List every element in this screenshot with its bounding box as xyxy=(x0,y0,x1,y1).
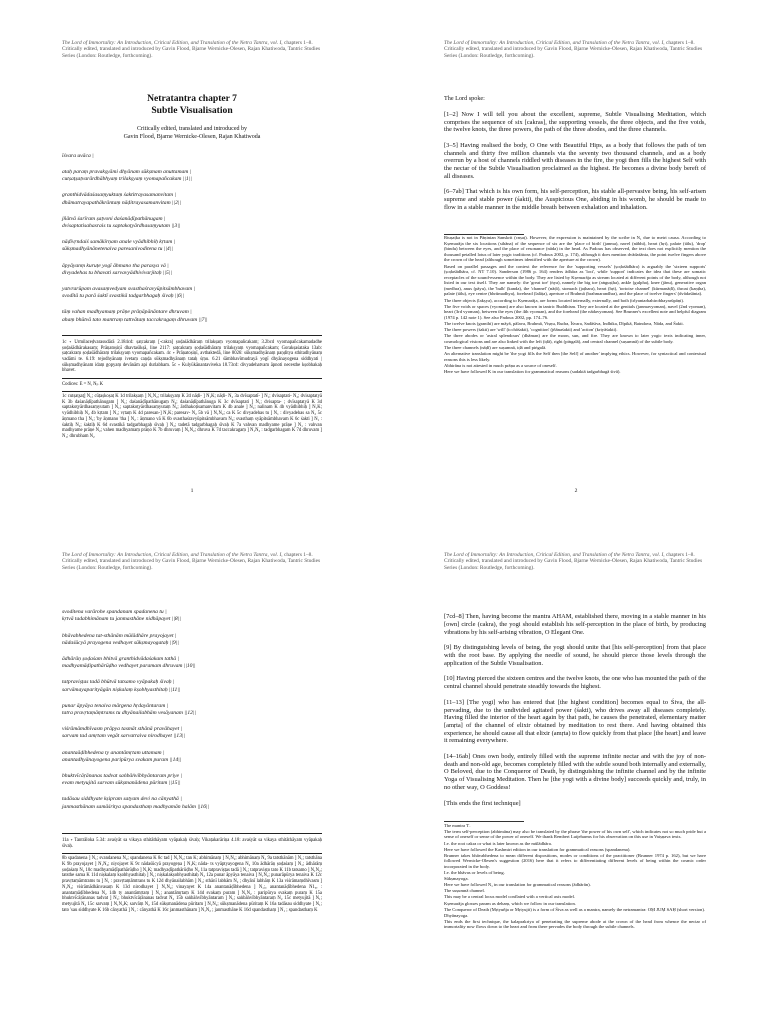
footnote: I.e. the bhāvas or levels of being. xyxy=(444,870,505,876)
header-details: chapters 1–8. Critically edited, translated and introduced by Gavin Flood, Bjarne Wernicke-Olesen, Rajan Khatiwoda, Tantric Studies Series (London: Routledge, forthcoming). xyxy=(444,40,703,59)
translation-paragraph: [6–7ab] That which is his own form, his self-perception, his stable all-pervasive being, his self-arisen supreme and stable power (śakti), the Auspicious One, abiding in his womb, he should be made to flow in a stable manner in the middle breath between exhalation and inhalation. xyxy=(444,188,706,211)
verse: īśvara uvāca | xyxy=(62,152,94,159)
apparatus-rule xyxy=(62,391,322,392)
testimonia-apparatus: 11a ∘ Tantrāloka 5.34: avaśyāt sa vikaya sthitāthāyam vyāpakaḥ śivaḥ; Vikaṭakarāriṇa 4.18: avaśyāt sa vikaya sthitāthāyam vyāpakaḥ śivaḥ. xyxy=(62,837,322,849)
page-2 xyxy=(384,0,768,512)
footnote: An alternative translation might be 'the yogi fills the Self then [the Self] of another' implying ethics. However, for syntactical and contextual reasons this is less likely. xyxy=(444,350,706,362)
header-details: chapters 1–8. Critically edited, translated and introduced by Gavin Flood, Bjarne Wernicke-Olesen, Rajan Khatiwoda, Tantric Studies Series (London: Routledge, forthcoming). xyxy=(62,40,321,59)
footnote: The term self-perception (abhimāna) may also be translated by the phrase 'the power of his own self', which indicates not so much pride but a sense of oneself or sense of the power of oneself. We thank Rembert Lutjeharms for his observation on this use in Vaiṣṇava texts. xyxy=(444,828,706,840)
translation-paragraph: [1–2] Now I will tell you about the excellent, supreme, Subtle Visualising Meditation, which comprises the sequence of six [cakras], the supporting vessels, the three objects, and the five voids, the twelve knots, the three powers, the path of the three abodes, and the three channels. xyxy=(444,110,706,134)
footnote: Based on parallel passages and the context the reference for the 'supporting vessels' (ṣoḍaśādhāra) is arguably the 'sixteen supports' (ṣoḍaśādhāra, cf. NT 7.10). Sanderson (1986 p. 164) renders ādhāra as 'loci', while 'support' indicates the idea that these are somatic receptacles of the sound-essence within the body. They are listed by Kṣemarāja as stream located at different points of the body, although not listed in our text itself. They are namely: the 'great toe' (ṅya), namely the big toe (aṅguṣṭha), ankle (gulpha), knee (jānu), generative organ (medhra), anus (pāyu), the 'bulb' (kanda), the 'channel' (nāḍi), stomach (jaṭhara), heart (hṛt), 'tortoise channel' (kūrmanāḍī), throat (kaṇṭha), palate (tālu), eye centre (bhrūmadhya), forehead (lalāṭa), aperture of Brahmā (brahmarandhra), and the place of twelve fingers' (dvādaśānta). xyxy=(444,263,706,297)
credits-line-2: Gavin Flood, Bjarne Wernicke-Olesen, Rajan Khatiwoda xyxy=(123,133,261,140)
footnotes xyxy=(444,235,706,374)
footnote: The three objects (lakṣya), according to Kṣemarāja, are forms located internally, externally, and both (trlyantarbahirobhayarūpāṇi). xyxy=(444,297,685,303)
testimonia-apparatus: 1c ∘ Urmilaceḍvarasudārā 2.184cd: ṣaṭcakraṃ [-cakra] ṣoḍaśādhāraṃ trilakṣaṃ vyomapañcakam; 3.2bcd vyomapañcakamadadhe ṣoḍaśādhārakasaṃ; Prāṇatoṣiṇī dhavtaśikṣā, line 2117: ṣaṭcakraṃ ṣoḍaśādhāraṃ trilakṣyaṃ vyomapañcakam; Gorakṣaśataka 13ab: ṣaṭcakraṃ ṣoḍaśādhāraṃ trilakṣyaṃ vyomapañcakam. 4c ∘ Prāṇatoṣiṇī, avtbaktedā, line 8026: sūkṣmadhyānaṃ paṇḍitya sthitadhyānaṃ vadāmi te. 6.19: tejodhyānaṃ ivetaṃ caṇḍa sūkṣmadhyānaṃ tataḥ śṛṇu. 6.21 śāmbhavīmudrayā yogī dhyānayogena siddhyati | sūkṣmadhyānam idaṃ gopyaṃ devānām api durlabham. 5c ∘ Kulyūkānantaviveka 18.73cd: divyadehatvam āpnoti necesthe kṣobhakaḥ bhavet. xyxy=(62,339,322,374)
footnote: The three channels (nāḍī) are suṣumnā, iḍā and piṅgalā. xyxy=(444,344,547,350)
header-citation: The Lord of Immortality: An Introduction, Critical Edition, and Translation of the Netra Tantra, vol. I, xyxy=(62,40,283,46)
header-citation: The Lord of Immortality: An Introduction, Critical Edition, and Translation of the Netra Tantra, vol. I, xyxy=(62,552,283,558)
apparatus-rule xyxy=(62,378,322,379)
footnote: This may be a central locus model conflated with a vertical axis model. xyxy=(444,894,576,900)
translation-paragraph: [This ends the first technique] xyxy=(444,799,521,807)
verse: nāḍīvṛndaiś samākīrṇam anale vyādhibhiḥ kṛtam | sūkṣmadhyānānetenaiva paresanivoditena tu ||4|| xyxy=(62,239,176,253)
footnote: This ends the first technique, the kalaprakriya of penetrating the supreme abode at the crown of the head from whence the nectar of immortality now flows down to the heart and from there pervades the body through the subtle channels. xyxy=(444,918,706,930)
credits xyxy=(62,126,322,141)
chapter-title-line: Netratantra chapter 7 xyxy=(147,93,237,105)
verse: punar āpyāya tenaiva mārgena hṛdayāntaram | tatra pravṛtaṃāṃtrams tu dhyānailabhām vesāyanam ||12|| xyxy=(62,702,197,717)
verse: tāṃ vahan madhyamaṃ prāṇe prāṇāpānāntare dhruvam | ahaṃ bhūtvā tato mantraṃ tattvātaṃ taccakragaṃ dhruvam ||7|| xyxy=(62,309,208,323)
codices-line: Codices: E = N, Nₚ K xyxy=(62,382,103,388)
footnote: The three abodes or 'astral splendours' (dhāman) are the moon, sun, and fire. They are known to later yogic texts indicating inner, cosmological visions and are also linked with the left (iḍā), right (piṅgalā), and central channel (suṣumnā) of the subtle body. xyxy=(444,333,706,344)
footnote: The twelve knots (granthi) are māyā, pālava, Brahmā, Viṣṇu, Rudra, Īśvara, Sadāśiva, Indhika, Dīpikā, Baindava, Nāda, and Śakti. xyxy=(444,320,684,326)
page-number: 2 xyxy=(574,488,578,494)
apparatus-rule xyxy=(62,833,322,834)
page-3 xyxy=(0,512,384,1024)
header-details: chapters 1–8. Critically edited, translated and introduced by Gavin Flood, Bjarne Wernicke-Olesen, Rajan Khatiwoda, Tantric Studies Series (London: Routledge, forthcoming). xyxy=(444,552,703,571)
footnote: Kṣemarāja glosses param as dehaṃ, which we follow in our translation. xyxy=(444,900,576,906)
speaker-line: The Lord spoke: xyxy=(444,95,485,103)
footnote: The Conqueror of Death (Mṛtyuñja or Mṛtyujit) is a form of Śiva as well as a mantra, namely the netramantra: OṂ JUṂ SAḤ (short version). xyxy=(444,906,706,912)
verse: granthidvādaśasaṃyuktaṃ śaktitrayasamanvitam | dhāmatrayapathākrāntaṃ nāḍitrayasamanvitam ||2|| xyxy=(62,192,181,206)
page-1 xyxy=(0,0,384,512)
chapter-subtitle: Subtle Visualisation xyxy=(151,104,233,116)
variants-apparatus: 1c cutṣaṭṣaṭ] N₁; cūṭaṣkoṣaṭ K 1d trilakṣaṃ ] N₁N₂; trilakṣyaṃ K 2d nāḍi- ] N₁K; nāḍi- N₂ 3a dvīsaptatī- ] N₁; dvisaptati- N₂; dvisaptatyā K 3b daśanāḍīpathānugam ] N₁; daśanāḍīpathānugaṃ N₂; daśanāḍīpathānuga K 3c dvīsaptati ] N₁; dvisapta- ; dvīsaptatyā K 3d saptakoṭyārdhasaṃyutam ] N₁; saptakoṭyārdhasaṃyutaṃ N₂; ārdhakoṭisamanvitam K 4b anale ] N₁; nalinam K 4b vyādhibhiḥ ] N₁K; vyādhibhiḥ N₂ 4b kṛtam ] N₁; vṛtaṃ K 4d paresan-] N₁K; paresav- N₂ 5b vā ] N₁N₂; ca K 5c divyadehas tu ] N₁ : divyadehas sa N₂ 5c āṇmano tha ] N₁; 'by āṇmano 'tha ] N₂ : āṇmano vā K 6b svasthaśravyūpitsāmbhavam N₂; svasthaṃ syāpitsāmbhavam K 6c śakti ] N₁ : śaktiḥ N₂; śaktiḥ K 6d svastikā tadgarbhagaḥ śivaḥ ] N₂; tadetā tadgarbhagaḥ śivaḥ K 7a vahvan madhyame prāṇe ] N₁ : vahvan madhyame prāṇe N₂; vahen madhyamaṃ prāṇo K 7b dhruvaṃ ] N₁N₂; dhruva K 7d taccakragaṃ ] N₁N₂ : tadgarbhagam K 7d dhruvam ] N₁; dhrubham N₂ xyxy=(62,393,322,439)
verse: āpyāyanṃ kuruṭe yogī āhmano tha parasya vā | divyadehas tu bhavati sarvavyādhivivarjitaḥ ||5|| xyxy=(62,262,172,276)
verse: ādhārāṇ ṣoḍaśam bhitvā granthidvādaśakam tathā | madhyamāḍipathārūḍho vedhayet paramam dhruvam ||10|| xyxy=(62,656,196,670)
translation-paragraph: [9] By distinguishing levels of being, the yogi should unite that [his self-perception] from that place with the root base. By applying the needle of sound, he should pierce those levels through the application of the Subtle Visualisation. xyxy=(444,644,706,667)
page-4 xyxy=(384,512,768,1024)
verse: bhāvabhedena tat-sthānām mūlādhāre prayojayet | nādaśūcyā prayogena vedhayet sūkṣmayogataḥ ||9|| xyxy=(62,632,179,646)
translation-paragraph: [10] Having pierced the sixteen centres and the twelve knots, the one who has mounted the path of the central channel should penetrate steadily towards the highest. xyxy=(444,675,706,691)
verse: tatpraviṣṭas tadā bhūtvā tatsamo vyāpakaḥ śivaḥ | sarvāmayaparityāgān niṣkalaṃ kṣobhyasthitaḥ ||11|| xyxy=(62,679,181,693)
footnote: Brunner takes bhāvabhedena to mean different dispositions, modes or conditions of the practitioner (Brunner 1974 p. 162), but we have followed Wernicke-Olesen's suggestion (2016) here that it refers to differentiating different levels of being within the cosmic order incorporated in the body. xyxy=(444,852,706,869)
verse: svoditena varārohe spandanam spadanena tu | kṛtvā tadabhimānam tu janmasthāne nidhāpayet ||8|| xyxy=(62,609,181,623)
footnote: Abhirāna is not attested in much prāṇa as a source of oneself. xyxy=(444,362,557,368)
chapter-title xyxy=(62,93,322,116)
translation-paragraph: [11–13] [The yogi] who has entered that [the highest condition] becomes equal to Śiva, the all-pervading, due to the undivided agitated power (śakti), who drives away all diseases completely. Having filled the interior of the heart again by that path, he causes the penetrated, elementary matter [amṛta] of the channel of elixir obtained by meditation to rest there. And having obtained this experience, he should cause all that elixir (amṛta) to flow quickly from that place [the heart] and leave it remaining everywhere. xyxy=(444,698,706,745)
running-header xyxy=(444,40,706,59)
header-citation: The Lord of Immortality: An Introduction, Critical Edition, and Translation of the Netra Tantra, vol. I, xyxy=(444,40,665,46)
footnote: Dhyānayoga. xyxy=(444,912,469,918)
apparatus-rule xyxy=(62,335,322,336)
footnote: The mantra 'I'. xyxy=(444,822,471,828)
sanskrit-verses xyxy=(62,609,322,811)
verse: viśrāmāmdhīvasm prāpya tasmāt sthānā pravāhayet | sarvam tad amṛtam vegāt sarvatraiva nirodhayet ||13|| xyxy=(62,726,186,740)
footnote: Here we have followed K in our translation for grammatical reasons (sadaktā tadgarbhagā śivā). xyxy=(444,368,621,374)
footnotes xyxy=(444,823,706,930)
translation-paragraph: [3–5] Having realised the body, O One with Beautiful Hips, as a body that follows the path of ten channels and thirty five million channels via the seventy two thousand channels, and as a body overrun by a host of channels riddled with diseases in the fire, the yogi then fills the highest Self with the nectar of the Subtle Visualisation proclaimed as the highest. He becomes a divine body bereft of all diseases. xyxy=(444,141,706,180)
verse: ataḥ paraṃ pravakṣyāmi dhyānam sūkṣmam anuttamam | cutṣaṭṣaṭvarārdhābhyaṃ trilakṣyaṃ vyomapañcakam ||1|| xyxy=(62,169,192,183)
header-details: chapters 1–8. Critically edited, translated and introduced by Gavin Flood, Bjarne Wernicke-Olesen, Rajan Khatiwoda, Tantric Studies Series (London: Routledge, forthcoming). xyxy=(62,552,321,571)
credits-line-1: Critically edited, translated and introduced by xyxy=(137,126,247,133)
translation-paragraph: [7cd–8] Then, having become the mantra AHAM, established there, moving in a stable manner in his [own] circle (cakra), the yogi should establish his self-perception in the place of birth, by producing vibrations by his self-arising vibration, O Elegant One. xyxy=(444,613,706,636)
sanskrit-verses xyxy=(62,153,322,324)
footnote: Here we have followed N₁ in our translation for grammatical reasons (ādhārān). xyxy=(444,882,591,888)
footnote: Rtuṣaṭka is not in Pāṇinian Sanskrit (cnṣaṭ). However, the expression is maintained by the scribe in N₁ due to metri causa. According to Kṣemarāja the six locations (sthāna) of the sequence of six are the 'place of birth' (janma), navel (nābhi), heart (hṛt), palate (tālu), 'drop' (bindu) between the eyes, and the place of resonance (nāda) in the head. As Padoux has observed, the text does not explicitly mention the thousand petalled lotus of later yogic traditions (cf. Padoux 2002, p. 174), although it does mention dvādaśānta, the point twelve fingers above the crown of the head (although sometimes identified with the aperture at the crown). xyxy=(444,235,706,263)
verse: bhuktvīcāṛānanas tadvat saṅbāṅvībhyāntaram priye | evam metyujitā sarvam sūkṣmanādena pūritam ||15|| xyxy=(62,773,182,787)
page-number: 1 xyxy=(190,488,194,494)
verse: jñātvā śarīram ṣaṭvoni daśanāḍīpathānugam | dvisaptatisahasrais tu saptakoṭyārdhasaṃyutam ||3|| xyxy=(62,215,181,230)
apparatus-rule xyxy=(62,853,322,854)
footnote: Here we have followed the Kashmiri edition in our translation for grammatical reasons (spandanena). xyxy=(444,846,631,852)
footnote: I.e. the root cakra or what is later known as the mūlādhāra. xyxy=(444,840,552,846)
running-header xyxy=(62,552,322,571)
running-header xyxy=(444,552,706,571)
verse: yatvrarūpam avasaṃvedyam svasthaśravyūpitsāmbhavam | svodītā tu parā śaktī svastikā tadgarbhagaḥ śivaḥ ||6|| xyxy=(62,286,196,300)
footnote: The suṣumnā channel. xyxy=(444,888,485,894)
running-header xyxy=(62,40,322,59)
translation-paragraph: [14–16ab] Ones own body, entirely filled with the supreme infinite nectar and with the joy of non-death and non-old age, becomes completely filled with the subtle sound both internally and externally, O Beloved, due to the Conqueror of Death, by distinguishing the infinite channel and by the infinite Yoga of Visualising Meditation. Then he [the yogi with a divine body] succeeds quickly and, truly, in no other way, O Goddess! xyxy=(444,753,706,791)
footnote: The three powers (śakti) are 'will' (icchāśakti), 'cognition' (jñānaśakti) and 'action' (kriyāśakti). xyxy=(444,327,618,333)
footnote: Sūkṣmayoga. xyxy=(444,876,469,882)
variants-apparatus: 8b spadanena ] N₁; svandanena N₂; spandanena K 8c tad ] N₁N₂; tan K; abhimānaṃ ] N₁N₂; abhimānaṃ N₂ 9a tatsthānām ] N₁; tatsthāna K 9b prayojayet ] N₁N₂; niyojayet K 9c nādaśūcyā prayogeṇa ] N₁K; nāda- ts vyāptyayogena N₂ 10a ādhārāṇ ṣoḍaśaṃ ] N₁; ādhārāṃ ṣoḍaśaṃ N₂ 10c madhyamāḍīpathārūḍho ] N₁K; madhyaḍīpathārūḍho N₂ 11a tatpraviṣṭas tadā ] N₁; tatpraviṣṭo tato K 11b tatsamo ] N₁N₂; tatsthe sama K 11d niṣkalaṃ kṣobhyasthitaḥ ] N₁; niṣkalakṣobhyasthitaḥ N₂ 12a punar āpyāya tenaiva ] N₁N₂; punarāpūrya tenaiva K 12c pravṛtaṃāmtrams tu ] N₁ : pravṛtaṃāmtrans tu K 12d dhyānailabhām ] N₁; sthānī labhām N₂ ; dhyānī labhāṃ K 13a viśrāmaṃdhīvasm ] N₁N₂; viśrāmādhānvasaṃ K 13d nirodhayet ] N₁N₂; vinayayet K 14a anantanāḍībhedena ] N₁;ₐ anantanāḍībhedena N1ₐₑ : anantaṃāḍībhedena N₂ 14b ty anantāmṛtaṃ ] N₁; anantāmṛtaṃ K 14d svakaṃ puram ] N₁N₂ : paripūrya svakaṃ puraṃ K 15a bhuktvīcāṛānanas tadvat ] N₁; bhuktvīcāṛānanas tadvat N₂ 15b saṅbāṅvībhyāntaram ] N₁; saṅbāṅvībhyāntaraṃ N₂ 15c metyujitā ] N₁; metyujitā N₂ 15c sarvaṃ ] N₁N₂K; sarvāṃ N₂ 15d sūkṣmanādena pūritam ] N₁N₂; sūkṣmanādena pūritaṃ K 16a tadāsau siddhyate ] N₁; tato 'sau siddhyate K 16b cānyathā ] N₁ : cānyathā K 16c janmasthānam ] N₁N₂ ; janmasthāne K 16d spandasthaṃ ] N₁ ; spandasthaṃ K xyxy=(62,856,322,913)
verse: anantaāḍibhedena ty anantāmṛtam uttamam | anantadhyānayogena paripūrya svakam puram ||14|| xyxy=(62,749,182,763)
verse: tadāsau siddhyate kṣipram satyam devi na cānyathā | janmasthānam samāśritya spandasthaṃ madhyamān halām ||16|| xyxy=(62,796,210,810)
header-citation: The Lord of Immortality: An Introduction, Critical Edition, and Translation of the Netra Tantra, vol. I, xyxy=(444,552,665,558)
footnote: The five voids or spaces (vyoman) are also known in tantric Buddhism. They are located at the genitals (janmavyoman), navel (2nd vyoman), heart (3rd vyoman), between the eyes (the 4th vyoman), and the forehead (the nādavyoman). See Brunner's excellent note and helpful diagram (1974 p. 142 note 1). See also Padoux 2002, pp. 174–76. xyxy=(444,303,706,320)
